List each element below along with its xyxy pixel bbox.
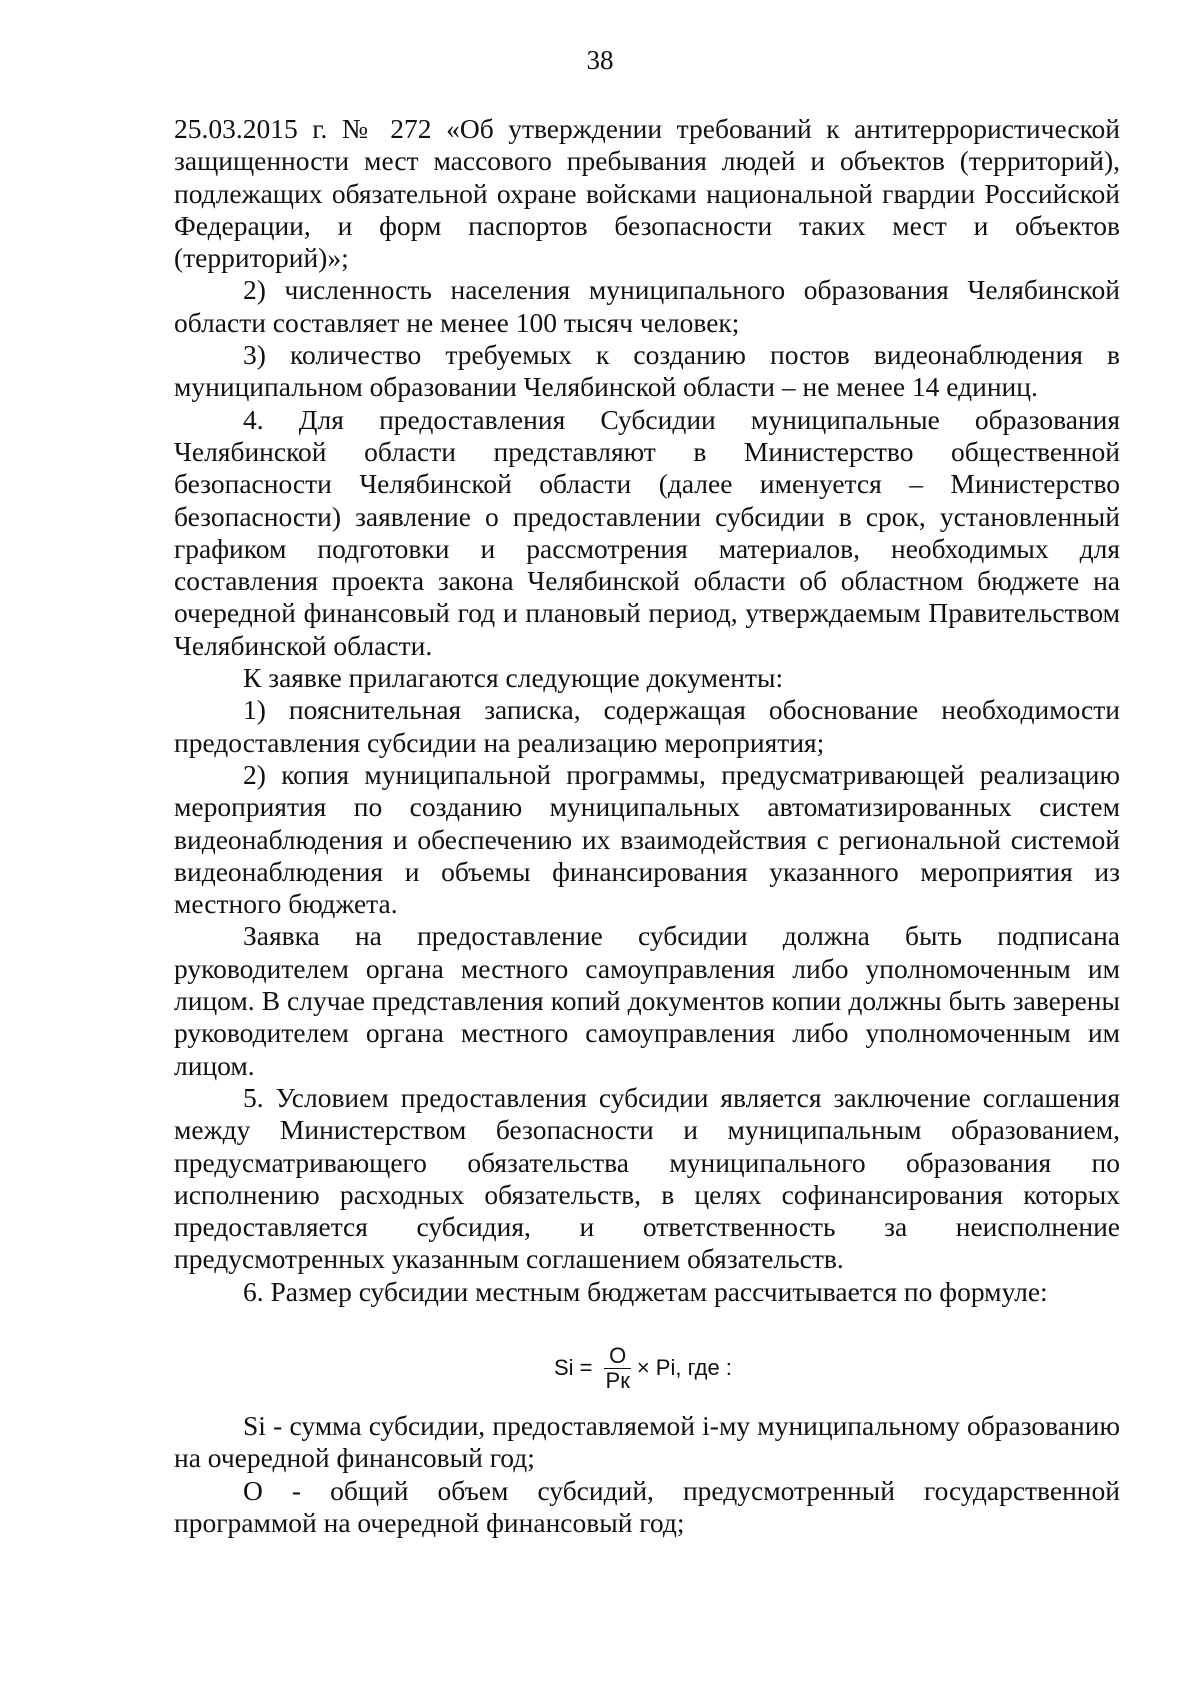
paragraph-video-posts-criterion: 3) количество требуемых к созданию постов видеонаблюдения в муниципальном образовании Челябинской области – не менее 14 единиц.	[174, 339, 1120, 403]
page-number: 38	[586, 45, 614, 75]
formula-numerator: O	[604, 1344, 631, 1369]
paragraph-item-4-application: 4. Для предоставления Субсидии муниципальные образования Челябинской области представляют в Министерство общественной безопасности Челябинской области (далее именуется – Министерство безопасности) заявление о предоставлении субсидии в срок, установленный графиком подготовки и рассмотрения материалов, необходимых для составления проекта закона Челябинской области об областном бюджете на очередной финансовый год и плановый период, утверждаемым Правительством Челябинской области.	[174, 403, 1120, 661]
definition-o: O - общий объем субсидий, предусмотренный государственной программой на очередной финансовый год;	[174, 1474, 1120, 1538]
definition-si: Si - сумма субсидии, предоставляемой i-му муниципальному образованию на очередной финансовый год;	[174, 1409, 1120, 1474]
paragraph-item-5-agreement: 5. Условием предоставления субсидии является заключение соглашения между Министерством безопасности и муниципальным образованием, предусматривающего обязательства муниципального образования по исполнению расходных обязательств, в целях софинансирования которых предоставляется субсидия, и ответственность за неисполнение предусмотренных указанным соглашением обязательств.	[174, 1081, 1120, 1275]
formula-denominator: Pк	[605, 1367, 630, 1393]
subsidy-formula	[554, 1344, 732, 1393]
formula-lhs: Si =	[554, 1355, 593, 1381]
document-body	[174, 113, 1120, 1539]
paragraph-explanatory-note: 1) пояснительная записка, содержащая обоснование необходимости предоставления субсидии на реализацию мероприятия;	[174, 694, 1120, 758]
formula-block	[174, 1308, 1120, 1410]
paragraph-item-6-formula-intro: 6. Размер субсидии местным бюджетам рассчитывается по формуле:	[243, 1275, 1048, 1307]
formula-rhs: × Pi, где :	[636, 1355, 732, 1381]
paragraph-resolution-reference: 25.03.2015 г. № 272 «Об утверждении требований к антитеррористической защищенности мест массового пребывания людей и объектов (территорий), подлежащих обязательной охране войсками национальной гвардии Российской Федерации, и форм паспортов безопасности таких мест и объектов (территорий)»;	[174, 113, 1120, 274]
paragraph-municipal-program-copy: 2) копия муниципальной программы, предусматривающей реализацию мероприятия по созданию муниципальных автоматизированных систем видеонаблюдения и обеспечению их взаимодействия с региональной системой видеонаблюдения и объемы финансирования указанного мероприятия из местного бюджета.	[174, 758, 1120, 920]
paragraph-application-signature: Заявка на предоставление субсидии должна быть подписана руководителем органа местного самоуправления либо уполномоченным им лицом. В случае представления копий документов копии должны быть заверены руководителем органа местного самоуправления либо уполномоченным им лицом.	[174, 920, 1120, 1081]
paragraph-attached-documents-intro: К заявке прилагаются следующие документы:	[243, 662, 784, 694]
formula-fraction	[601, 1344, 635, 1393]
paragraph-population-criterion: 2) численность населения муниципального образования Челябинской области составляет не менее 100 тысяч человек;	[174, 274, 1120, 338]
